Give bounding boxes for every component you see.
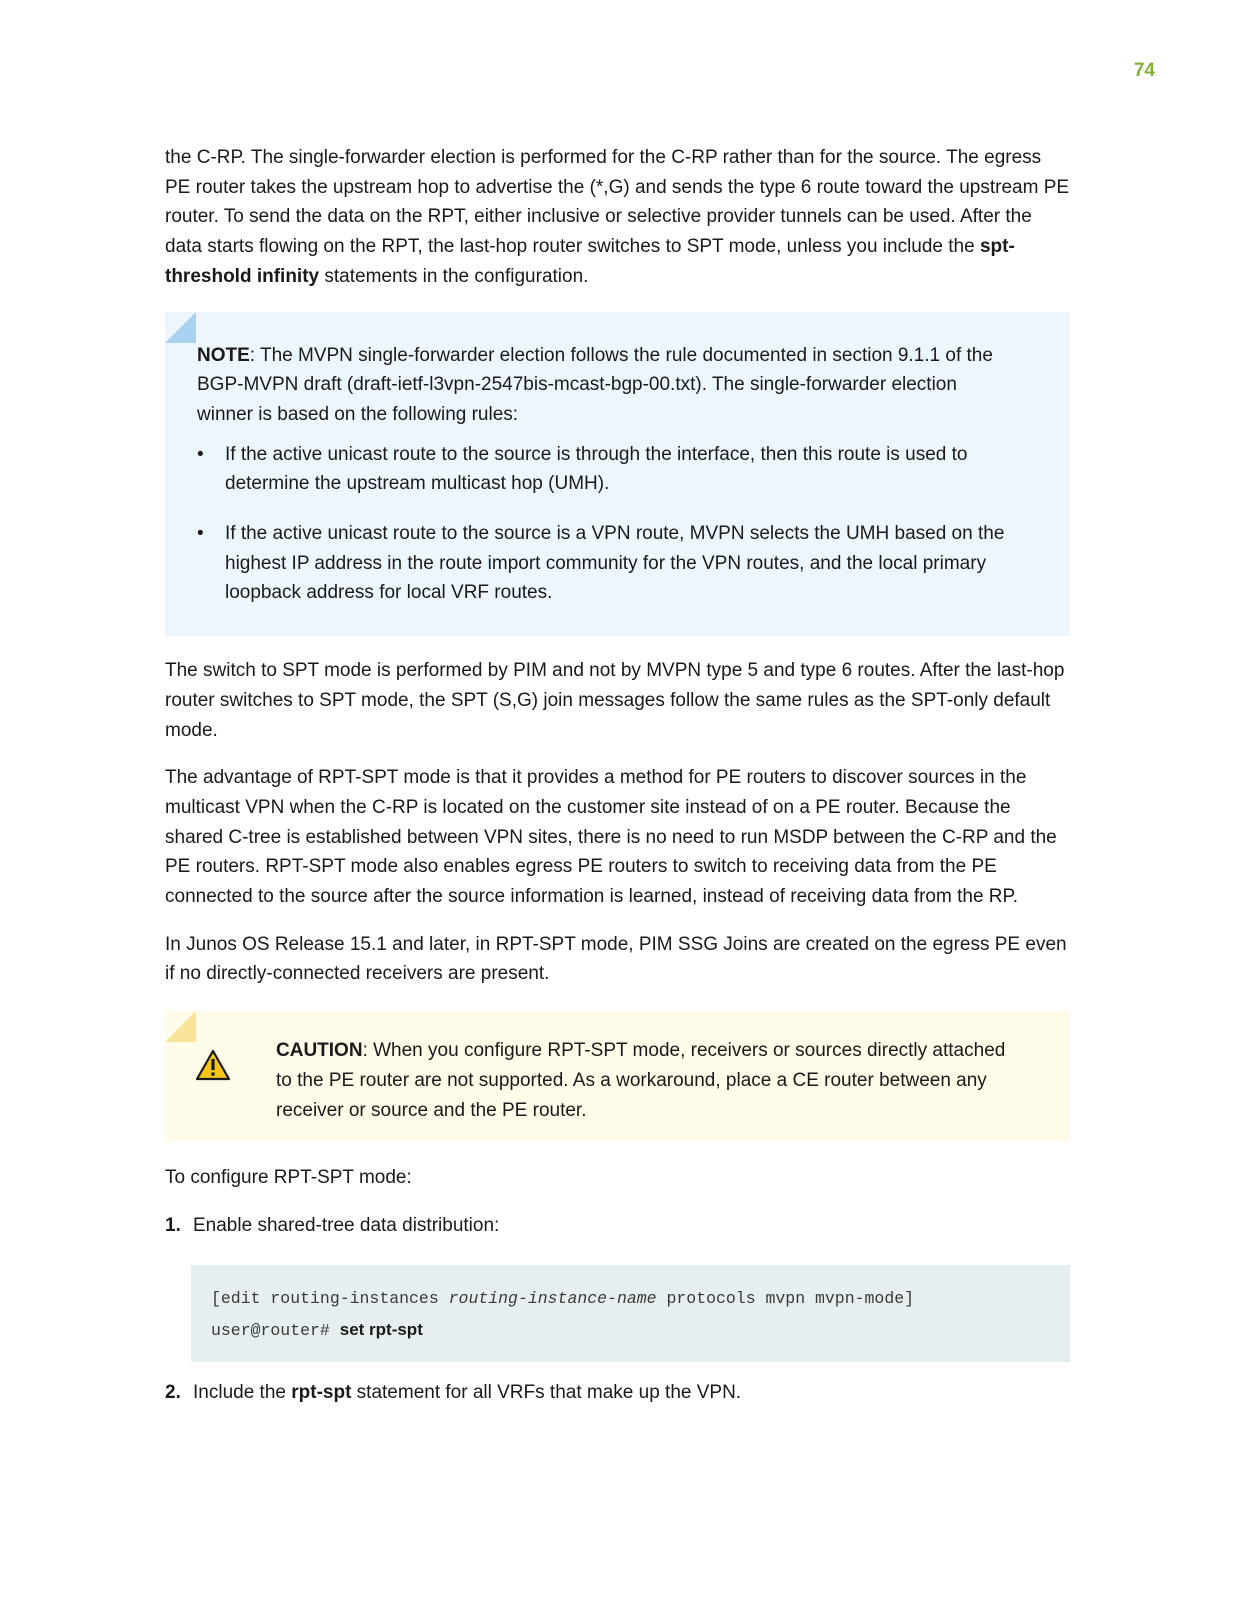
list-item-text: If the active unicast route to the source is a VPN route, MVPN selects the UMH based on the highest IP address in the route import community for the VPN routes, and the local primary loopback address for local VRF routes. [225, 523, 1005, 604]
code-block [191, 1265, 1070, 1362]
spt-switch-paragraph: The switch to SPT mode is performed by PIM and not by MVPN type 5 and type 6 routes. After the last-hop router switches to SPT mode, the SPT (S,G) join messages follow the same rules as the SPT-only default mode. [165, 660, 1065, 741]
code-line [211, 1314, 1050, 1346]
intro-paragraph [165, 143, 1070, 292]
page-number: 74 [1133, 60, 1155, 81]
page-content [165, 143, 1070, 1407]
caution-body: : When you configure RPT-SPT mode, receivers or sources directly attached to the PE router are not supported. As a workaround, place a CE router between any receiver or source and the PE router. [276, 1040, 1006, 1121]
bullet-icon: • [197, 443, 204, 465]
list-item [197, 440, 1010, 499]
step-text-tail: statement for all VRFs that make up the VPN. [351, 1381, 742, 1403]
note-list [197, 440, 1010, 609]
step-2 [165, 1378, 1070, 1408]
code-prompt: user@router# [211, 1320, 340, 1340]
note-label: NOTE [197, 344, 250, 366]
step-number: 2. [165, 1381, 181, 1403]
list-item [197, 519, 1010, 608]
code-command: set rpt-spt [339, 1319, 423, 1339]
code-text: [edit routing-instances [211, 1288, 449, 1308]
caution-box [165, 1011, 1070, 1141]
step-number: 1. [165, 1214, 181, 1236]
caution-label: CAUTION [276, 1040, 363, 1062]
intro-keyword: spt-threshold infinity [165, 236, 1015, 287]
configure-intro: To configure RPT-SPT mode: [165, 1167, 412, 1189]
note-corner-icon [165, 312, 196, 343]
code-line [211, 1283, 1050, 1314]
warning-icon [195, 1049, 231, 1081]
caution-corner-icon [165, 1011, 196, 1042]
note-body: : The MVPN single-forwarder election follows the rule documented in section 9.1.1 of the BGP-MVPN draft (draft-ietf-l3vpn-2547bis-mcast-bgp-00.txt). The single-forwarder election winner is based on the following rules: [197, 344, 993, 425]
step-text: Enable shared-tree data distribution: [193, 1214, 500, 1236]
note-box [165, 312, 1070, 637]
step-1 [165, 1211, 1070, 1241]
note-text [197, 341, 1010, 430]
code-variable: routing-instance-name [448, 1288, 657, 1308]
list-item-text: If the active unicast route to the source is through the interface, then this route is used to determine the upstream multicast hop (UMH). [225, 443, 968, 495]
intro-tail: statements in the configuration. [319, 265, 589, 287]
caution-text [276, 1036, 1025, 1125]
step-keyword: rpt-spt [291, 1381, 352, 1403]
advantage-paragraph: The advantage of RPT-SPT mode is that it provides a method for PE routers to discover sources in the multicast VPN when the C-RP is located on the customer site instead of on a PE router. Because the shared C-tree is established between VPN sites, there is no need to run MSDP between the C-RP and the PE routers. RPT-SPT mode also enables egress PE routers to switch to receiving data from the PE connected to the source after the source information is learned, instead of receiving data from the RP. [165, 767, 1057, 908]
junos-release-paragraph: In Junos OS Release 15.1 and later, in RPT-SPT mode, PIM SSG Joins are created on the egress PE even if no directly-connected receivers are present. [165, 933, 1067, 985]
bullet-icon: • [197, 523, 204, 545]
intro-text: the C-RP. The single-forwarder election is performed for the C-RP rather than for the source. The egress PE router takes the upstream hop to advertise the (*,G) and sends the type 6 route toward the upstream PE router. To send the data on the RPT, either inclusive or selective provider tunnels can be used. After the data starts flowing on the RPT, the last-hop router switches to SPT mode, unless you include the [165, 147, 1070, 258]
step-text: Include the [193, 1381, 292, 1403]
code-text: protocols mvpn mvpn-mode] [656, 1288, 915, 1308]
